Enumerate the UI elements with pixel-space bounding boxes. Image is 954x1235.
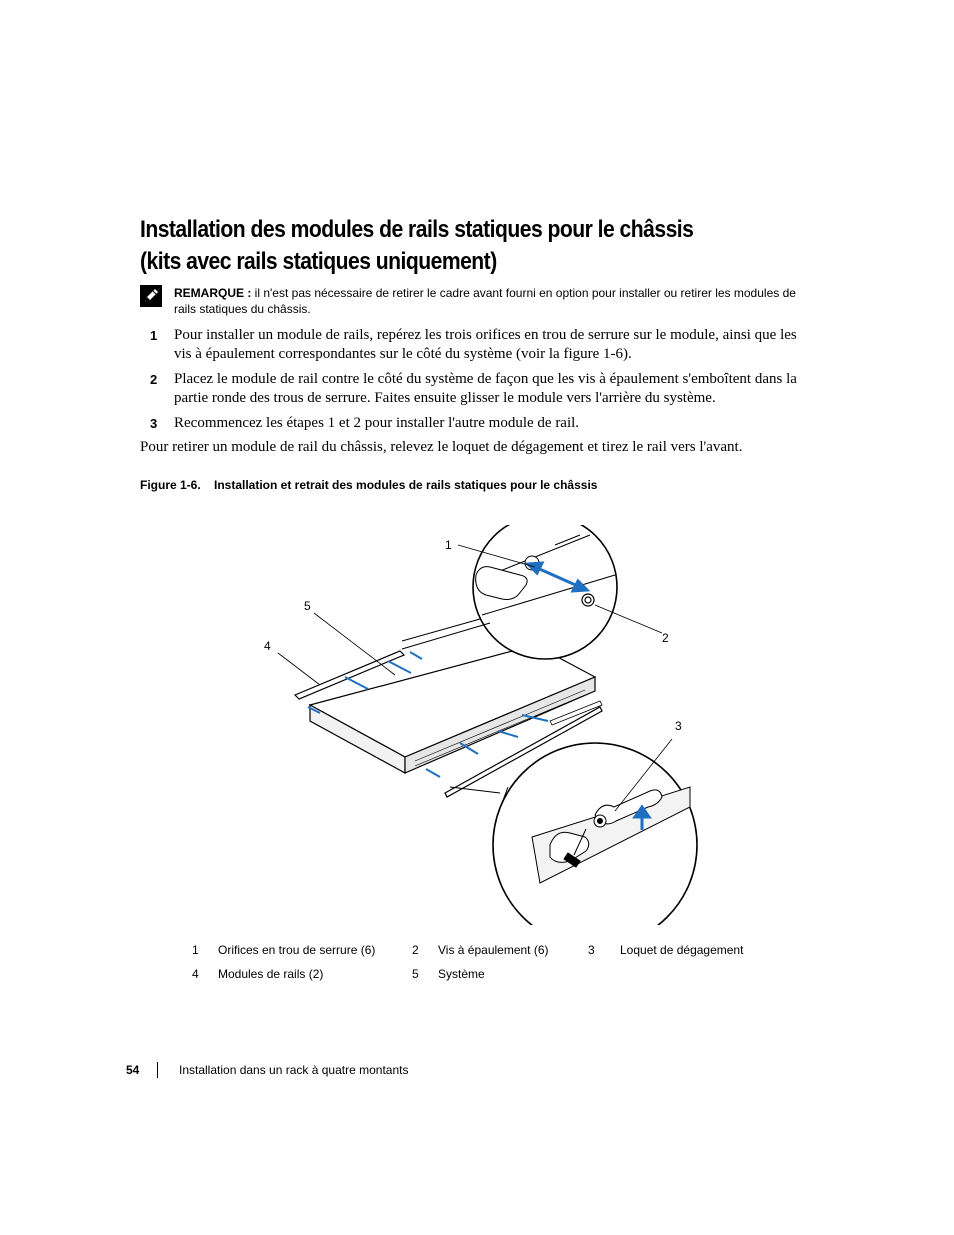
step-number: 3 (150, 416, 158, 431)
removal-paragraph: Pour retirer un module de rail du châssis, relevez le loquet de dégagement et tirez le rail vers l'avant. (140, 439, 743, 455)
figure-label: Figure 1-6. (140, 478, 201, 492)
section-heading-line-1: Installation des modules de rails statiques pour le châssis (140, 216, 694, 243)
callout-1: 1 (445, 538, 452, 552)
legend-number: 5 (412, 967, 419, 981)
section-heading (140, 214, 774, 278)
footer-chapter-title: Installation dans un rack à quatre montants (179, 1063, 409, 1077)
legend-label: Vis à épaulement (6) (438, 943, 549, 957)
rail-installation-drawing (250, 525, 710, 925)
legend-label: Loquet de dégagement (620, 943, 744, 957)
callout-3: 3 (675, 719, 682, 733)
step-text: Placez le module de rail contre le côté du système de façon que les vis à épaulement s'emboîtent dans la partie ronde des trous de serrure. Faites ensuite glisser le module vers l'arrière du système. (174, 371, 797, 406)
figure-illustration (250, 525, 710, 925)
figure-title: Installation et retrait des modules de rails statiques pour le châssis (214, 478, 598, 492)
legend-number: 4 (192, 967, 199, 981)
callout-5: 5 (304, 599, 311, 613)
legend-number: 1 (192, 943, 199, 957)
legend-label: Orifices en trou de serrure (6) (218, 943, 376, 957)
note-pencil-icon (140, 285, 162, 307)
legend-label: Modules de rails (2) (218, 967, 324, 981)
step-number: 2 (150, 372, 158, 387)
footer-divider (157, 1062, 158, 1078)
step-text: Pour installer un module de rails, repérez les trois orifices en trou de serrure sur le module, ainsi que les vis à épaulement correspondantes sur le côté du système (voir la figure 1-6). (174, 327, 797, 362)
legend-number: 3 (588, 943, 595, 957)
step-text: Recommencez les étapes 1 et 2 pour installer l'autre module de rail. (174, 415, 580, 431)
legend-label: Système (438, 967, 485, 981)
callout-2: 2 (662, 631, 669, 645)
note-body: il n'est pas nécessaire de retirer le cadre avant fourni en option pour installer ou retirer les modules de rails statiques du châssis. (174, 286, 796, 316)
page-number: 54 (126, 1063, 140, 1077)
figure-caption (140, 477, 820, 493)
legend-number: 2 (412, 943, 419, 957)
callout-4: 4 (264, 639, 271, 653)
note-label: REMARQUE : (174, 286, 252, 300)
note-text (174, 285, 814, 317)
step-number: 1 (150, 328, 158, 343)
section-heading-line-2: (kits avec rails statiques uniquement) (140, 248, 497, 275)
